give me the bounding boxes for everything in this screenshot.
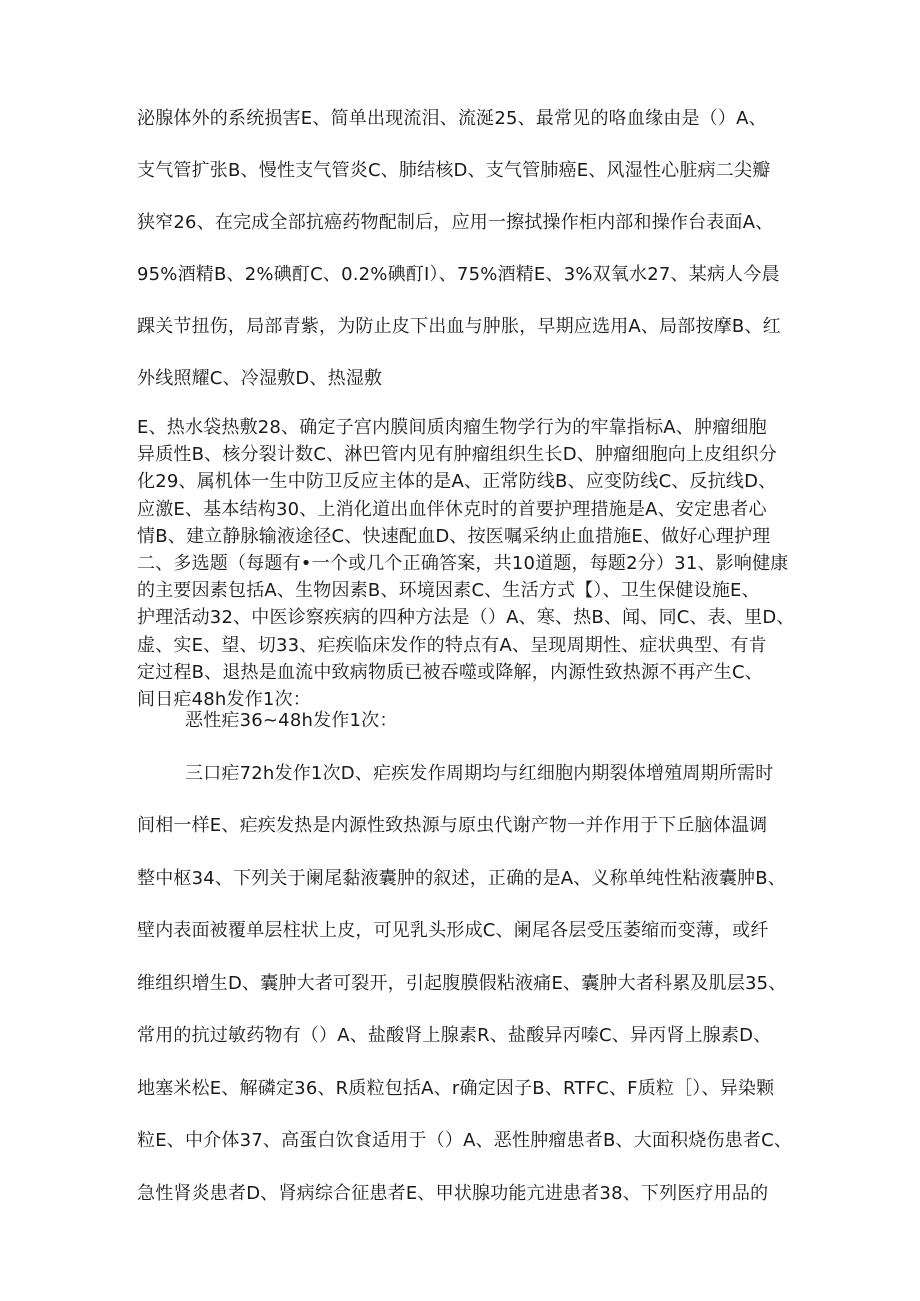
text-line: 三口疟72h发作1次D、疟疾发作周期均与红细胞内期裂体增殖周期所需时 [185, 762, 774, 784]
text-line: 异质性B、核分裂计数C、淋巴管内见有肿瘤组织生长D、肿瘤细胞向上皮组织分 [137, 444, 777, 466]
text-line: 急性肾炎患者D、肾病综合征患者E、甲状腺功能亢进患者38、下列医疗用品的 [137, 1182, 769, 1204]
text-line: 泌腺体外的系统损害E、简单出现流泪、流涎25、最常见的咯血缘由是（）A、 [137, 108, 767, 129]
text-block-2 [137, 414, 795, 713]
text-line: E、热水袋热敷28、确定子宫内膜间质肉瘤生物学行为的牢靠指标A、肿瘤细胞 [137, 417, 767, 438]
text-line: 粒E、中介体37、高蛋白饮食适用于（）A、恶性肿瘤患者B、大面积烧伤患者C、 [137, 1130, 793, 1151]
text-line: 踝关节扭伤，局部青紫，为防止皮下出血与肿胀，早期应选用A、局部按摩B、红 [137, 316, 781, 337]
text-line: 地塞米松E、解磷定36、R质粒包括A、r确定因子B、RTFC、F质粒［）、异染颗 [137, 1077, 775, 1099]
text-line: 恶性疟36~48h发作1次： [185, 710, 398, 731]
text-line: 的主要因素包括A、生物因素B、环境因素C、生活方式【）、卫生保健设施E、 [137, 580, 760, 602]
text-line: 整中枢34、下列关于阑尾黏液囊肿的叙述，正确的是A、义称单纯性粘液囊肿B、 [137, 867, 786, 889]
text-line: 外线照耀C、冷湿敷D、热湿敷 [137, 368, 383, 389]
text-line: 支气管扩张B、慢性支气管炎C、肺结核D、支气管肺癌E、风湿性心脏病二尖瓣 [137, 160, 771, 181]
text-line: 间日疟48h发作1次： [137, 688, 311, 710]
text-line: 应激E、基本结构30、上消化道出血伴休克时的首要护理措施是A、安定患者心 [137, 498, 767, 520]
text-block-3 [137, 695, 793, 1220]
text-line: 护理活动32、中医诊察疾病的四种方法是（）A、寒、热B、闻、同C、表、里D、 [137, 607, 795, 629]
text-line: 维组织增生D、囊肿大者可裂开，引起腹膜假粘液痛E、囊肿大者科累及肌层35、 [137, 972, 787, 994]
text-line: 情B、建立静脉输液途径C、快速配血D、按医嘱采纳止血措施E、做好心理护理 [137, 525, 771, 547]
text-line: 虚、实E、望、切33、疟疾临床发作的特点有A、呈现周期性、症状典型、有肯 [137, 634, 767, 656]
text-line: 壁内表面被覆单层柱状上皮，可见乳头形成C、阑尾各层受压萎缩而变薄，或纤 [137, 920, 769, 941]
text-line: 间相一样E、疟疾发热是内源性致热源与原虫代谢产物一并作用于下丘脑体温调 [137, 815, 768, 836]
text-line: 化29、属机体一生中防卫反应主体的是A、正常防线B、应变防线C、反抗线D、 [137, 471, 777, 493]
text-line: 常用的抗过敏药物有（）A、盐酸肾上腺素R、盐酸异丙嗪C、异丙肾上腺素D、 [137, 1025, 772, 1046]
text-line: 二、多选题（每题有•一个或几个正确答案，共10道题，每题2分）31、影响健康 [137, 552, 789, 574]
text-line: 定过程B、退热是血流中致病物质已被吞噬或降解，内源性致热源不再产生C、 [137, 661, 763, 683]
text-line: 95%酒精B、2%碘酊C、0.2%碘酊I）、75%酒精E、3%双氧水27、某病人今晨 [137, 264, 780, 285]
text-block-1 [137, 93, 787, 405]
text-line: 狭窄26、在完成全部抗癌药物配制后，应用一擦拭操作柜内部和操作台表面A、 [137, 212, 774, 233]
